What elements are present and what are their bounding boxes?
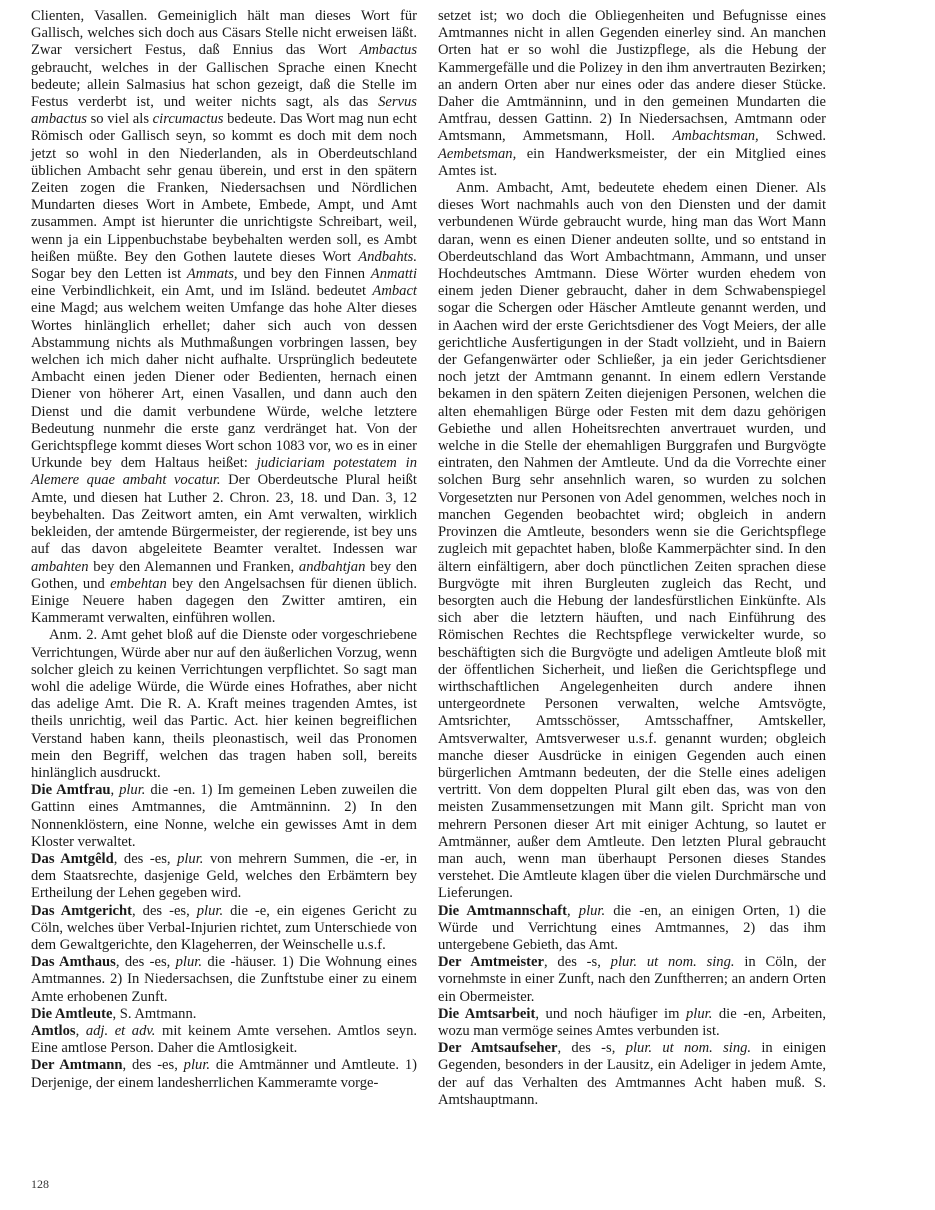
italic-term: plur. xyxy=(119,782,146,799)
entry-headword: Der Amtmann xyxy=(31,1057,123,1074)
italic-term: circumactus xyxy=(152,111,224,128)
entry-headword: Die Amtleute xyxy=(31,1005,113,1022)
italic-term: plur. ut nom. sing. xyxy=(610,954,735,971)
italic-term: plur. xyxy=(578,902,606,919)
italic-term: plur. xyxy=(196,902,224,919)
dictionary-entry xyxy=(31,903,417,955)
text-run: bey den Angelsachsen für dienen üblich. Einige Neuere haben dagegen den Zwitter amtiren, ein Kammeramt verwalten, einführen wollen. xyxy=(31,575,417,627)
italic-term: plur. xyxy=(177,850,204,867)
text-run: , S. Amtmann. xyxy=(112,1005,197,1022)
text-run: eine Magd; aus welchem weiten Umfange das hohe Alter dieses Wortes hinlänglich erhellet; daher sich auch von dessen Abstammung nichts als Muthmaßungen vorbringen lassen, bey welchen ich mich daher nicht aufhalte. Ursprünglich bedeutete Ambacht einen jeden Diener oder Bedienten, hernach einen Diener von höherer Art, einen Vasallen, und dann auch den Dienst und die damit verbundene Würde, welche letztere Bedeutung nunmehr die erste ganz verdränget hat. Von der Gerichtspflege kommt dieses Wort schon 1083 vor, wo es in einer Urkunde bey dem Haltaus heißet: xyxy=(31,300,417,472)
text-run: , des -es, xyxy=(113,850,178,867)
text-paragraph xyxy=(31,627,417,782)
text-run: , des -s, xyxy=(557,1040,626,1057)
entry-headword: Das Amtgêld xyxy=(31,850,114,867)
right-column xyxy=(438,8,826,1109)
text-run: die Amtmänner und Amtleute. 1) Derjenige, der einem landesherrlichen Kammeramte vorge- xyxy=(31,1057,417,1091)
italic-term: andbahtjan xyxy=(298,558,366,575)
italic-term: plur. xyxy=(183,1057,211,1074)
italic-term: Aembetsman, xyxy=(438,145,517,162)
italic-term: Ambactus xyxy=(359,42,417,59)
text-paragraph xyxy=(438,180,826,903)
text-run: mit keinem Amte versehen. Amtlos seyn. Eine amtlose Person. Daher die Amtlosigkeit. xyxy=(31,1022,418,1057)
entry-headword: Der Amtmeister xyxy=(438,954,544,971)
text-run: in einigen Gegenden, besonders in der Lausitz, ein Adeliger in jedem Amte, der auf das Verhalten des Amtmannes Acht haben muß. S. Amtshauptmann. xyxy=(438,1040,826,1108)
dictionary-entry xyxy=(31,1006,417,1023)
text-run: , des -es, xyxy=(122,1057,184,1074)
entry-headword: Amtlos xyxy=(31,1022,76,1039)
dictionary-entry xyxy=(31,782,417,851)
text-run: die -en, Arbeiten, wozu man vermöge seines Amtes verbunden ist. xyxy=(438,1005,826,1039)
entry-headword: Das Amtgericht xyxy=(31,902,133,919)
text-run: die -häuser. 1) Die Wohnung eines Amtmannes. 2) In Niedersachsen, die Zunftstube einer zu einem Amte erhobenen Zunft. xyxy=(31,954,417,1005)
italic-term: plur. ut nom. sing. xyxy=(625,1040,752,1057)
text-run: Clienten, Vasallen. Gemeiniglich hält man dieses Wort für Gallisch, welches sich doch aus Cäsars Stelle nicht erweisen läßt. Zwar versichert Festus, daß Ennius das Wort xyxy=(31,8,417,59)
text-run: die -e, ein eigenes Gericht zu Cöln, welches über Verbal-Injurien richtet, zum Unterschiede von dem Gewaltgerichte, den Klageherren, der Weinschelle u.s.f. xyxy=(31,902,417,953)
dictionary-entry xyxy=(438,903,826,955)
dictionary-entry xyxy=(438,1040,826,1109)
italic-term: plur. xyxy=(175,954,202,971)
page-number: 128 xyxy=(31,1177,49,1191)
italic-term: Ambact xyxy=(372,283,417,300)
dictionary-entry xyxy=(438,1006,826,1040)
text-run: , und noch häufiger im xyxy=(535,1005,686,1022)
italic-term: Anmatti xyxy=(370,266,417,283)
dictionary-entry xyxy=(438,954,826,1006)
text-run: ein Handwerksmeister, der ein Mitglied eines Amtes ist. xyxy=(438,145,826,179)
italic-term: Andbahts. xyxy=(358,248,417,265)
dictionary-entry xyxy=(31,954,417,1006)
entry-headword: Die Amtmannschaft xyxy=(438,902,567,919)
text-run: , xyxy=(110,782,120,799)
entry-headword: Der Amtsaufseher xyxy=(438,1040,558,1057)
entry-headword: Das Amthaus xyxy=(31,954,116,971)
text-run: , xyxy=(75,1022,86,1039)
italic-term: Ambachtsman, xyxy=(672,128,759,145)
text-run: so viel als xyxy=(86,111,153,128)
text-run: , des -es, xyxy=(132,902,197,919)
text-run: bedeute. Das Wort mag nun echt Römisch oder Gallisch seyn, so kommt es doch mit dem noch jetzt so wohl in den Niederlanden, als in Oberdeutschland üblichen Ambacht sehr genau überein, und erst in den spätern Zeiten zogen die Franken, Niedersachsen und Nördlichen Mundarten dieses Wort in Ambete, Embede, Ampt, und Amt zusammen. Ampt ist hierunter die unrichtigste Schreibart, weil, wenn ja ein Lippenbuchstabe beybehalten werden soll, es Ambt heißen müßte. Bey den Gothen lautete dieses Wort xyxy=(31,111,417,265)
text-run: in Cöln, der vornehmste in einer Zunft, nach den Zunftherren; an andern Orten ein Obermeister. xyxy=(438,954,826,1005)
text-run: , des -s, xyxy=(543,954,611,971)
text-run: Anm. 2. Amt gehet bloß auf die Dienste oder vorgeschriebene Verrichtungen, Würde aber nur auf den äußerlichen Vorzug, wenn solcher gleich zu keinen Verrichtungen verpflichtet. So sagt man wohl die adelige Würde, die Würde eines Hofrathes, aber nicht das adelige Amt. Die R. A. Kraft meines tragenden Amtes, ist theils unrichtig, weil das Partic. Act. hier keinen begreiflichen Verstand haben kann, theils pleonastisch, weil das Pronomen mein den Begriff, welchen das tragen haben soll, bereits hinlänglich ausdruckt. xyxy=(31,627,417,781)
italic-term: plur. xyxy=(685,1005,713,1022)
text-run: setzet ist; wo doch die Obliegenheiten und Befugnisse eines Amtmannes nicht in allen Gegenden einerley sind. An manchen Orten hat er so wohl die Justizpflege, als die Hebung der Kammergefälle und die Polizey in den ihm anvertrauten Bezirken; an andern Orten aber nur eines oder das andere dieser Stücke. Daher die Amtmänninn, und in den gemeinen Mundarten die Amtfrau, dessen Gattinn. 2) In Niedersachsen, Amtmann oder Amtsmann, Ammetsmann, Holl. xyxy=(438,8,826,145)
text-run: , des -es, xyxy=(115,954,176,971)
dictionary-entry xyxy=(31,851,417,903)
dictionary-entry xyxy=(31,1057,417,1091)
text-run: , xyxy=(566,902,579,919)
italic-term: Ammats, xyxy=(186,266,238,283)
text-run: bey den Gothen, und xyxy=(31,558,417,592)
text-run: Sogar bey den Letten ist xyxy=(31,266,187,283)
text-run: Der Oberdeutsche Plural heißt Amte, und diesen hat Luther 2. Chron. 23, 18. und Dan. 3, 12 beybehalten. Das Zeitwort amten, ein Amt verwalten, wirklich bekleiden, der amtende Bürgermeister, der regierende, ist bey uns auf das davon abgeleitete Beamter veraltet. Indessen war xyxy=(31,472,417,558)
text-run: Anm. Ambacht, Amt, bedeutete ehedem einen Diener. Als dieses Wort nachmahls auch von den Diensten und der damit verbundenen Würde gebraucht wurde, hing man das Wort Mann daran, wenn es einen Diener andeuten sollte, und so entstand in Oberdeutschland das Wort Ambachtmann, Ammann, und unser Hochdeutsches Amtmann. Diese Wörter wurden ehedem von einem jeden Diener gebraucht, daher in dem Schwabenspiegel sogar die Schergen oder Häscher Amtleute genannt werden, und in Aachen wird der erste Gerichtsdiener des Vogt Meiers, der alle gerichtliche Ausfertigungen in der Stadt vollzieht, und in Baiern der Gefangenwärter oder Schließer, ja ein jeder Gerichtsdiener noch jetzt der Amtmann genannt. In einem edlern Verstande bekamen in den spätern Zeiten diejenigen Personen, welchen die alten ehemahligen Bürge oder Festen mit dem dazu gehörigen Gebiethe und allen Hoheitsrechten anvertrauet wurden, und welche in die Stelle der ehemahligen Burggrafen und Burgvögte eintraten, den Nahmen der Amtleute. Und da die Vorrechte einer solchen Burg sehr ansehnlich waren, so wurden zu solchen Vorgesetzten nur Personen von Adel genommen, welches noch in manchen Gegenden beobachtet wird; obgleich in andern Provinzen die Amtleute, besonders wenn sie die Gerichtspflege zugleich mit gepachtet haben, bloße Kammerpächter sind. In den ältern einfältigern, aber doch pünctlichen Zeiten sprachen diese Burgvögte mit ihren Burgleuten zugleich das Recht, und besorgten auch die Hebung der landesfürstlichen Einkünfte. Als sich aber die letztern häuften, und nach Einführung des Römischen Rechtes die Rechtspflege verwickelter wurde, so beschäftigten sich die Burgvögte und adeligen Amtleute bloß mit der öffentlichen Sicherheit, und ließen die Gerichtspflege und wirthschaftlichen Angelegenheiten durch andere ihnen untergeordnete Personen verwalten, welche Amtsvögte, Amtsrichter, Amtsschösser, Amtsschaffner, Amtskeller, Amtsverwalter, Amtsverweser u.s.f. genannt wurden; obgleich manche dieser Ausdrücke in einigen Gegenden auch einen bürgerlichen Amtmann bedeuten, der die Stelle eines adeligen vertritt. Von dem doppelten Plural gilt eben das, was von den meisten Zusammensetzungen mit Mann gilt. Spricht man von mehrern Personen dieser Art mit einiger Achtung, so lautet er Amtmänner, außer dem Amtleute. Den letzten Plural gebraucht man auch, wenn man überhaupt Personen dieses Standes verstehet. Die Amtleute klagen über die vielen Durchmärsche und Lieferungen. xyxy=(438,180,826,902)
italic-term: Servus ambactus xyxy=(31,94,417,128)
italic-term: judiciariam potestatem in Alemere quae ambaht vocatur. xyxy=(31,455,417,489)
entry-headword: Die Amtfrau xyxy=(31,782,111,799)
text-run: bey den Alemannen und Franken, xyxy=(88,558,299,575)
text-run: die -en. 1) Im gemeinen Leben zuweilen die Gattinn eines Amtmannes, die Amtmänninn. 2) In den Nonnenklöstern, eine Nonne, welche ein gewisses Amt in dem Kloster verwaltet. xyxy=(31,782,417,850)
italic-term: ambahten xyxy=(31,558,89,575)
text-run: Schwed. xyxy=(758,128,826,145)
text-run: gebraucht, welches in der Gallischen Sprache einen Knecht bedeute; allein Salmasius hat schon gezeigt, daß die Stelle im Festus verderbt ist, und weiter nichts sagt, als das xyxy=(31,59,417,111)
italic-term: adj. et adv. xyxy=(85,1022,156,1039)
text-run: von mehrern Summen, die -er, in dem Staatsrechte, dasjenige Geld, welches den Erbämtern bey Ertheilung der Lehen gegeben wird. xyxy=(31,850,418,902)
text-run: die -en, an einigen Orten, 1) die Würde und Verrichtung eines Amtmannes, 2) das ihm untergebene Gebieth, das Amt. xyxy=(438,902,826,953)
dictionary-entry xyxy=(31,1023,417,1057)
text-run: und bey den Finnen xyxy=(237,266,371,283)
italic-term: embehtan xyxy=(110,575,167,592)
text-run: eine Verbindlichkeit, ein Amt, und im Isländ. bedeutet xyxy=(31,283,373,300)
text-paragraph xyxy=(438,8,826,180)
left-column xyxy=(31,8,417,1092)
entry-headword: Die Amtsarbeit xyxy=(438,1005,536,1022)
text-paragraph xyxy=(31,8,417,627)
